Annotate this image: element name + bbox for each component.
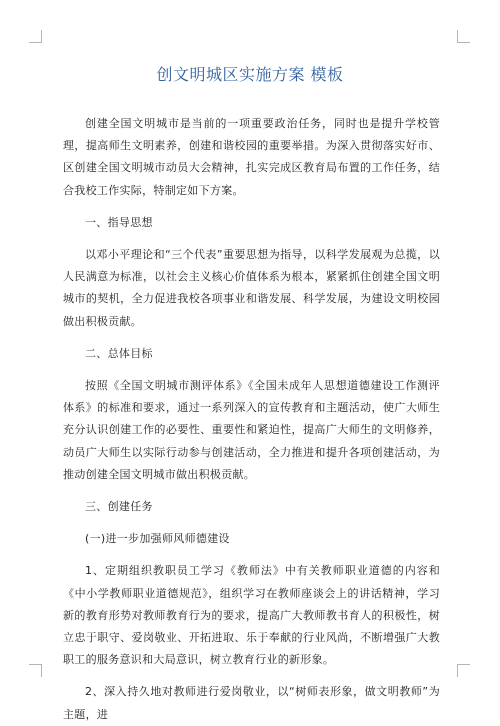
document-body xyxy=(63,113,440,726)
crop-mark-bottom-right xyxy=(457,664,470,677)
subheading-teacher-ethics: (一)进一步加强师风师德建设 xyxy=(85,532,230,546)
paragraph-task-2: 2、深入持久地对教师进行爱岗敬业，以“树师表形象，做文明教师”为主题，进 xyxy=(63,685,440,721)
crop-mark-top-right xyxy=(457,30,470,43)
paragraph-overall-goal: 按照《全国文明城市测评体系》《全国未成年人思想道德建设工作测评体系》的标准和要求，通过一系列深入的宣传教育和主题活动，使广大师生充分认识创建工作的必要性、重要性和紧迫性，提高广大师生的文明修养，动员广大师生以实际行动参与创建活动，全力推进和提升各项创建活动，为推动创建全国文明城市做出积极贡献。 xyxy=(63,379,440,481)
crop-mark-bottom-left xyxy=(29,664,42,677)
heading-guiding-ideology: 一、指导思想 xyxy=(85,215,153,229)
crop-mark-top-left xyxy=(29,30,42,43)
paragraph-guiding-ideology: 以邓小平理论和“三个代表”重要思想为指导，以科学发展观为总揽，以人民满意为标准，以社会主义核心价值体系为根本，紧紧抓住创建全国文明城市的契机，全力促进我校各项事业和谐发展、科学发展，为建设文明校园做出积极贡献。 xyxy=(63,248,440,328)
paragraph-task-1: 1、定期组织教职员工学习《教师法》中有关教师职业道德的内容和《中小学教师职业道德规范》，组织学习在教师座谈会上的讲话精神，学习新的教育形势对教师教育行为的要求，提高广大教师教书育人的积极性，树立忠于职守、爱岗敬业、开拓进取、乐于奉献的行业风尚，不断增强广大教职工的服务意识和大局意识，树立教育行业的新形象。 xyxy=(63,564,440,667)
document-title: 创文明城区实施方案 模板 xyxy=(156,65,344,84)
heading-overall-goal: 二、总体目标 xyxy=(85,346,153,360)
paragraph-intro: 创建全国文明城市是当前的一项重要政治任务，同时也是提升学校管理，提高师生文明素养，创建和谐校园的重要举措。为深入贯彻落实好市、区创建全国文明城市动员大会精神，扎实完成区教育局布置的工作任务，结合我校工作实际，特制定如下方案。 xyxy=(63,117,440,197)
heading-creation-tasks: 三、创建任务 xyxy=(85,500,153,514)
